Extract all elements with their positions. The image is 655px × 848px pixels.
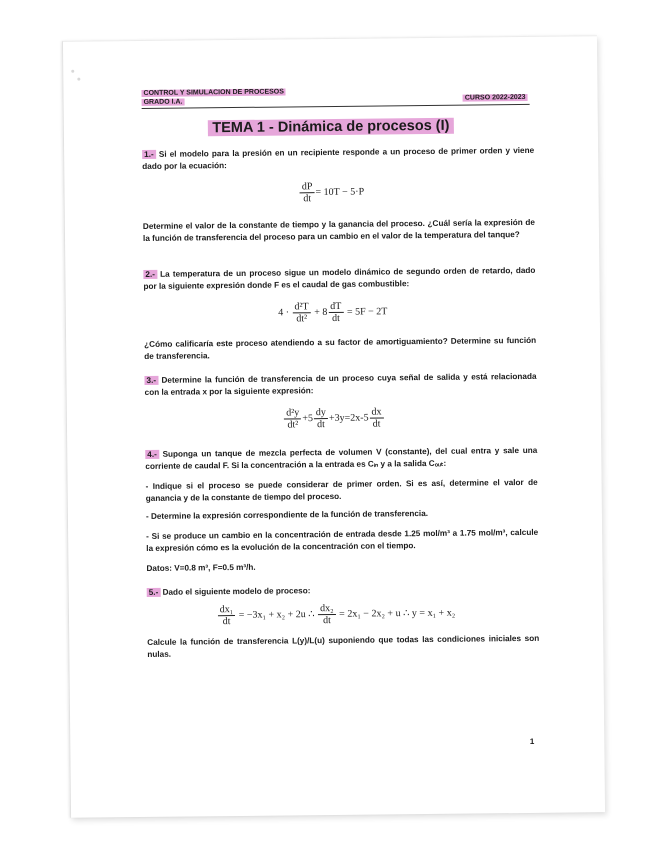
question-4-item-3: - Si se produce un cambio en la concentración de entrada desde 1.25 mol/m³ a 1.75 mol/m³, calcule la expresión cómo es la evolución de la concentración con el tiempo. — [146, 527, 539, 553]
question-1 — [142, 145, 534, 173]
header-left — [141, 87, 286, 107]
question-2-prompt: ¿Cómo calificaría este proceso atendiendo a su factor de amortiguamiento? Determine su función de transferencia. — [144, 335, 537, 361]
degree-name: GRADO I.A. — [143, 98, 183, 106]
question-1-number: 1.- — [144, 149, 154, 159]
question-5-text: Dado el siguiente modelo de proceso: — [162, 586, 311, 597]
question-4-data: Datos: V=0.8 m³, F=0.5 m³/h. — [146, 562, 256, 573]
equation-1: $\frac{dP}{dt}$ = 10T − 5·P — [301, 181, 365, 205]
equation-3: $\frac{\text{d²y}}{\text{dt²}}$ +5 $\frac{dy}{dt}$ +3y=2x-5 $\frac{dx}{dt}$ — [67, 404, 601, 433]
question-3-number: 3.- — [146, 375, 157, 385]
document-page — [62, 35, 605, 818]
question-1-text: Si el modelo para la presión en un recipiente responde a un proceso de primer orden y viene dado por la ecuación: — [142, 145, 535, 171]
punch-mark — [71, 70, 74, 73]
question-5-prompt: Calcule la función de transferencia L(y)/L(u) suponiendo que todas las condiciones iniciales son nulas. — [147, 633, 540, 659]
equation-5: $\frac{\text{dx₁}}{dt}$ = −3x₁ + x₂ + 2u ∴ $\frac{\text{dx₂}}{dt}$ = 2x₁ − 2x₂ + u ∴ y = x₁ + x₂ — [219, 603, 456, 628]
question-5-number: 5.- — [148, 587, 159, 597]
page-number: 1 — [529, 736, 535, 746]
question-5 — [147, 583, 539, 599]
question-2-text: La temperatura de un proceso sigue un modelo dinámico de segundo orden de retardo, dado por la siguiente expresión donde F es el caudal de gas combustible: — [143, 265, 536, 291]
question-3 — [144, 371, 536, 399]
question-4-text: Suponga un tanque de mezcla perfecta de volumen V (constante), del cual entra y sale una corriente de caudal F. Si la concentración a la entrada es Cᵢₙ y a la salida Cₒᵤₜ: — [145, 445, 538, 471]
header-right — [463, 94, 528, 102]
equation-2: 4 · $\frac{\text{d²T}}{\text{dt²}}$ + 8 $\frac{dT}{dt}$ = 5F − 2T — [278, 300, 388, 325]
question-3-text: Determine la función de transferencia de un proceso cuya señal de salida y está relacionada con la entrada x por la siguiente expresión: — [144, 371, 537, 397]
question-2-number: 2.- — [145, 269, 156, 279]
punch-mark — [77, 78, 80, 81]
question-4-item-2: - Determine la expresión correspondiente de la función de transferencia. — [145, 509, 429, 521]
page-title: TEMA 1 - Dinámica de procesos (I) — [64, 116, 598, 138]
question-4-item-1: - Indique si el proceso se puede considerar de primer orden. Si es así, determine el valor de ganancia y de la constante de tiempo del proceso. — [145, 477, 538, 503]
course-year: CURSO 2022-2023 — [464, 93, 526, 102]
course-name: CONTROL Y SIMULACION DE PROCESOS — [143, 88, 284, 97]
question-4 — [145, 445, 537, 473]
question-1-prompt: Determine el valor de la constante de tiempo y la ganancia del proceso. ¿Cuál sería la expresión de la función de transferencia del proceso para un cambio en el valor de la temperatura del tanque? — [142, 217, 535, 243]
question-4-number: 4.- — [147, 449, 157, 459]
question-2 — [143, 265, 535, 293]
